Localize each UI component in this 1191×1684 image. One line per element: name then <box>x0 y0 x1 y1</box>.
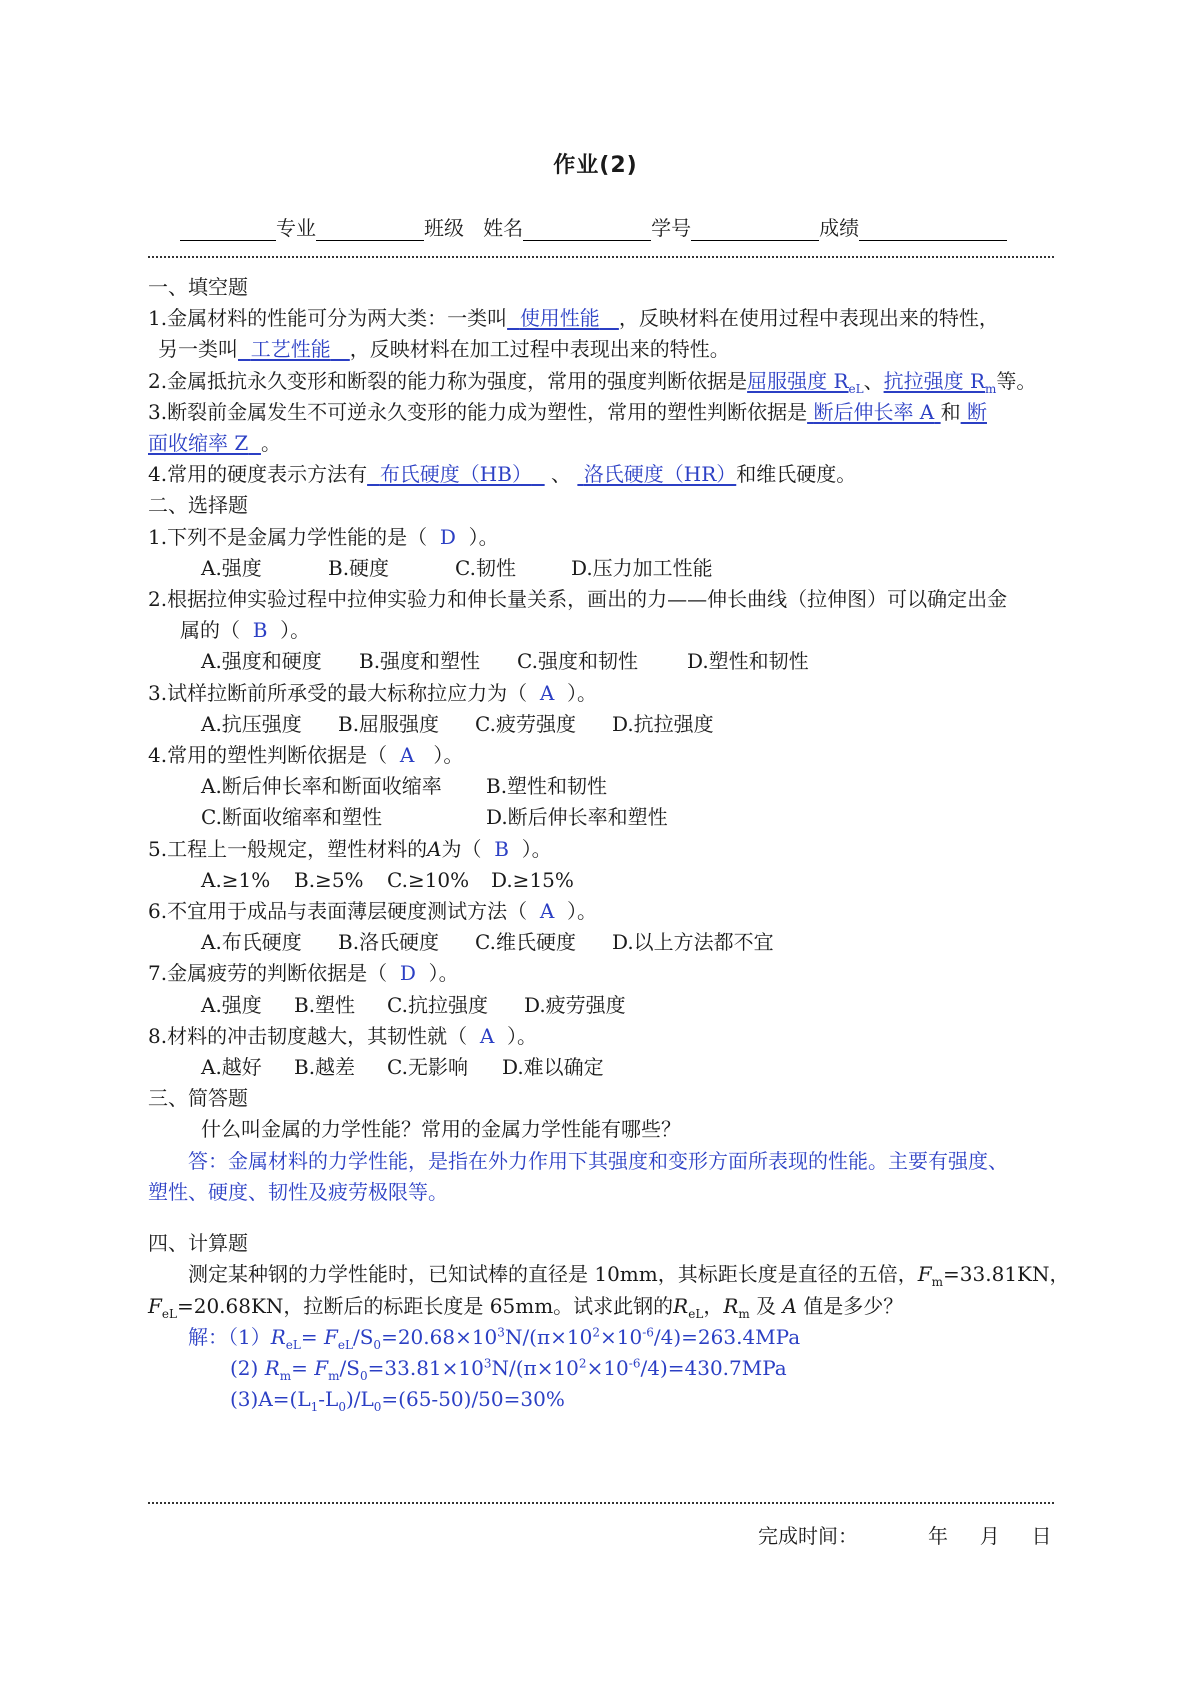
choice-q2-cont: 属的（ B ）。 <box>180 618 311 643</box>
page-title: 作业(2) <box>553 153 638 178</box>
student-info-row <box>180 212 1007 241</box>
student-id-blank[interactable] <box>691 218 819 241</box>
section-heading: 二、选择题 <box>148 493 248 518</box>
choice-answer: A <box>539 680 555 705</box>
section-heading: 四、计算题 <box>148 1231 248 1256</box>
choice-answer: B <box>252 618 268 643</box>
day-label: 日 <box>1031 1524 1052 1548</box>
q3-answer-2a: 断 <box>966 399 987 424</box>
choice-q2: 2.根据拉伸实验过程中拉伸实验力和伸长量关系，画出的力——伸长曲线（拉伸图）可以确定出金 <box>148 587 1008 612</box>
student-id-label: 学号 <box>651 216 692 240</box>
month-label: 月 <box>979 1524 1000 1548</box>
choice-answer: B <box>494 836 509 861</box>
choice-q3: 3.试样拉断前所承受的最大标称拉应力为（ A ）。 <box>148 680 597 705</box>
q4-answer-2: 洛氏硬度（HR） <box>583 462 737 487</box>
choice-answer: A <box>479 1023 495 1048</box>
fill-q1 <box>148 303 1068 334</box>
top-divider <box>148 256 1054 258</box>
name-label: 姓名 <box>483 216 524 240</box>
q1-text-3: 另一类叫 <box>158 337 238 362</box>
year-label: 年 <box>927 1524 948 1548</box>
choice-q2-options: A.强度和硬度 B.强度和塑性 C.强度和韧性 D.塑性和韧性 <box>201 649 809 674</box>
q1-text-2: ，反映材料在使用过程中表现出来的特性， <box>618 306 999 331</box>
short-answer-1: 答：金属材料的力学性能，是指在外力作用下其强度和变形方面所表现的性能。主要有强度、 <box>188 1148 1008 1173</box>
choice-q8-options: A.越好 B.越差 C.无影响 D.难以确定 <box>201 1055 604 1080</box>
q1-text: 1.金属材料的性能可分为两大类：一类叫 <box>148 306 508 331</box>
choice-q5-options: A.≥1% B.≥5% C.≥10% D.≥15% <box>201 867 574 892</box>
choice-q4: 4.常用的塑性判断依据是（ A ）。 <box>148 743 464 768</box>
solution-2: (2) $R_m= F_m/S_0=33.81\times 10^3N/(\pi\times 10^2\times 10^{-6}/4)=430.7MPa$ <box>230 1355 787 1383</box>
q3-answer-1: 断后伸长率 A <box>813 399 935 424</box>
fill-q1-cont <box>148 334 1068 365</box>
q2-answer-2: 抗拉强度 $R_m$ <box>883 368 997 396</box>
section-heading: 一、填空题 <box>148 275 248 299</box>
name-blank[interactable] <box>523 218 651 241</box>
choice-answer: D <box>399 961 416 986</box>
major-blank[interactable] <box>180 218 276 241</box>
q3-answer-2b: 面收缩率 Z <box>148 431 249 456</box>
choice-q1-options: A.强度 B.硬度 C.韧性 D.压力加工性能 <box>201 555 713 580</box>
q2-answer-1: 屈服强度 $R_{eL}$ <box>747 368 864 396</box>
content <box>148 272 1068 1415</box>
choice-q4-options-2: C.断面收缩率和塑性 D.断后伸长率和塑性 <box>201 805 668 830</box>
major-label: 专业 <box>276 216 316 240</box>
choice-q8: 8.材料的冲击韧度越大，其韧性就（ A ）。 <box>148 1023 537 1048</box>
choice-q5: 5.工程上一般规定，塑性材料的A为（ B ）。 <box>148 836 552 861</box>
choice-q6-options: A.布氏硬度 B.洛氏硬度 C.维氏硬度 D.以上方法都不宜 <box>201 930 774 955</box>
choice-answer: A <box>399 743 415 768</box>
choice-q3-options: A.抗压强度 B.屈服强度 C.疲劳强度 D.抗拉强度 <box>201 711 714 736</box>
section-heading: 三、简答题 <box>148 1086 248 1111</box>
q2-text: 2.金属抵抗永久变形和断裂的能力称为强度，常用的强度判断依据是 <box>148 368 748 393</box>
calc-problem-2: $F_{eL}=20.68KN$，拉断后的标距长度是 65mm。试求此钢的$R_{eL}$，$R_m$ 及 A 值是多少？ <box>148 1293 904 1321</box>
completion-time <box>758 1520 1052 1549</box>
short-question: 什么叫金属的力学性能？常用的金属力学性能有哪些？ <box>201 1117 681 1142</box>
class-label: 班级 <box>424 216 464 240</box>
choice-q7-options: A.强度 B.塑性 C.抗拉强度 D.疲劳强度 <box>201 992 626 1017</box>
fill-q3-cont: 面收缩率 Z 。 <box>148 431 281 456</box>
choice-q6: 6.不宜用于成品与表面薄层硬度测试方法（ A ）。 <box>148 899 597 924</box>
class-blank[interactable] <box>316 218 424 241</box>
choice-q7: 7.金属疲劳的判断依据是（ D ）。 <box>148 961 459 986</box>
completion-time-label: 完成时间： <box>758 1524 858 1548</box>
solution-1: 解：$(1)R_{eL}= F_{eL}/S_0=20.68\times 10^3N/(\pi\times 10^2\times 10^{-6}/4)=263.4MPa$ <box>188 1324 801 1352</box>
short-answer-2: 塑性、硬度、韧性及疲劳极限等。 <box>148 1179 448 1204</box>
score-label: 成绩 <box>819 216 860 240</box>
q4-answer-1: 布氏硬度（HB） <box>379 462 532 487</box>
q1-answer-2: 工艺性能 <box>250 337 331 362</box>
calc-problem-1: 测定某种钢的力学性能时，已知试棒的直径是 10mm，其标距长度是直径的五倍，$F_m=33.81KN$， <box>188 1262 1070 1290</box>
bottom-divider <box>148 1502 1054 1504</box>
score-blank[interactable] <box>859 218 1007 241</box>
q1-text-4: ，反映材料在加工过程中表现出来的特性。 <box>349 337 730 362</box>
q4-text: 4.常用的硬度表示方法有 <box>148 462 368 487</box>
solution-3: $(3)A=(L_1-L_0)/L_0=(65-50)/50=30\%$ <box>230 1387 565 1415</box>
choice-q4-options-1: A.断后伸长率和断面收缩率 B.塑性和韧性 <box>201 774 608 799</box>
fill-q4: 4.常用的硬度表示方法有 布氏硬度（HB） 、 洛氏硬度（HR）和维氏硬度。 <box>148 462 857 487</box>
choice-answer: A <box>539 899 555 924</box>
choice-answer: D <box>439 524 456 549</box>
q3-text: 3.断裂前金属发生不可逆永久变形的能力成为塑性，常用的塑性判断依据是 <box>148 399 808 424</box>
fill-q2: 2.金属抵抗永久变形和断裂的能力称为强度，常用的强度判断依据是屈服强度 $R_{eL}$、抗拉强度 $R_m$等。 <box>148 368 1037 396</box>
fill-q3: 3.断裂前金属发生不可逆永久变形的能力成为塑性，常用的塑性判断依据是 断后伸长率 A 和 断 <box>148 399 987 424</box>
q1-answer-1: 使用性能 <box>519 306 600 331</box>
choice-q1: 1.下列不是金属力学性能的是（ D ）。 <box>148 524 499 549</box>
